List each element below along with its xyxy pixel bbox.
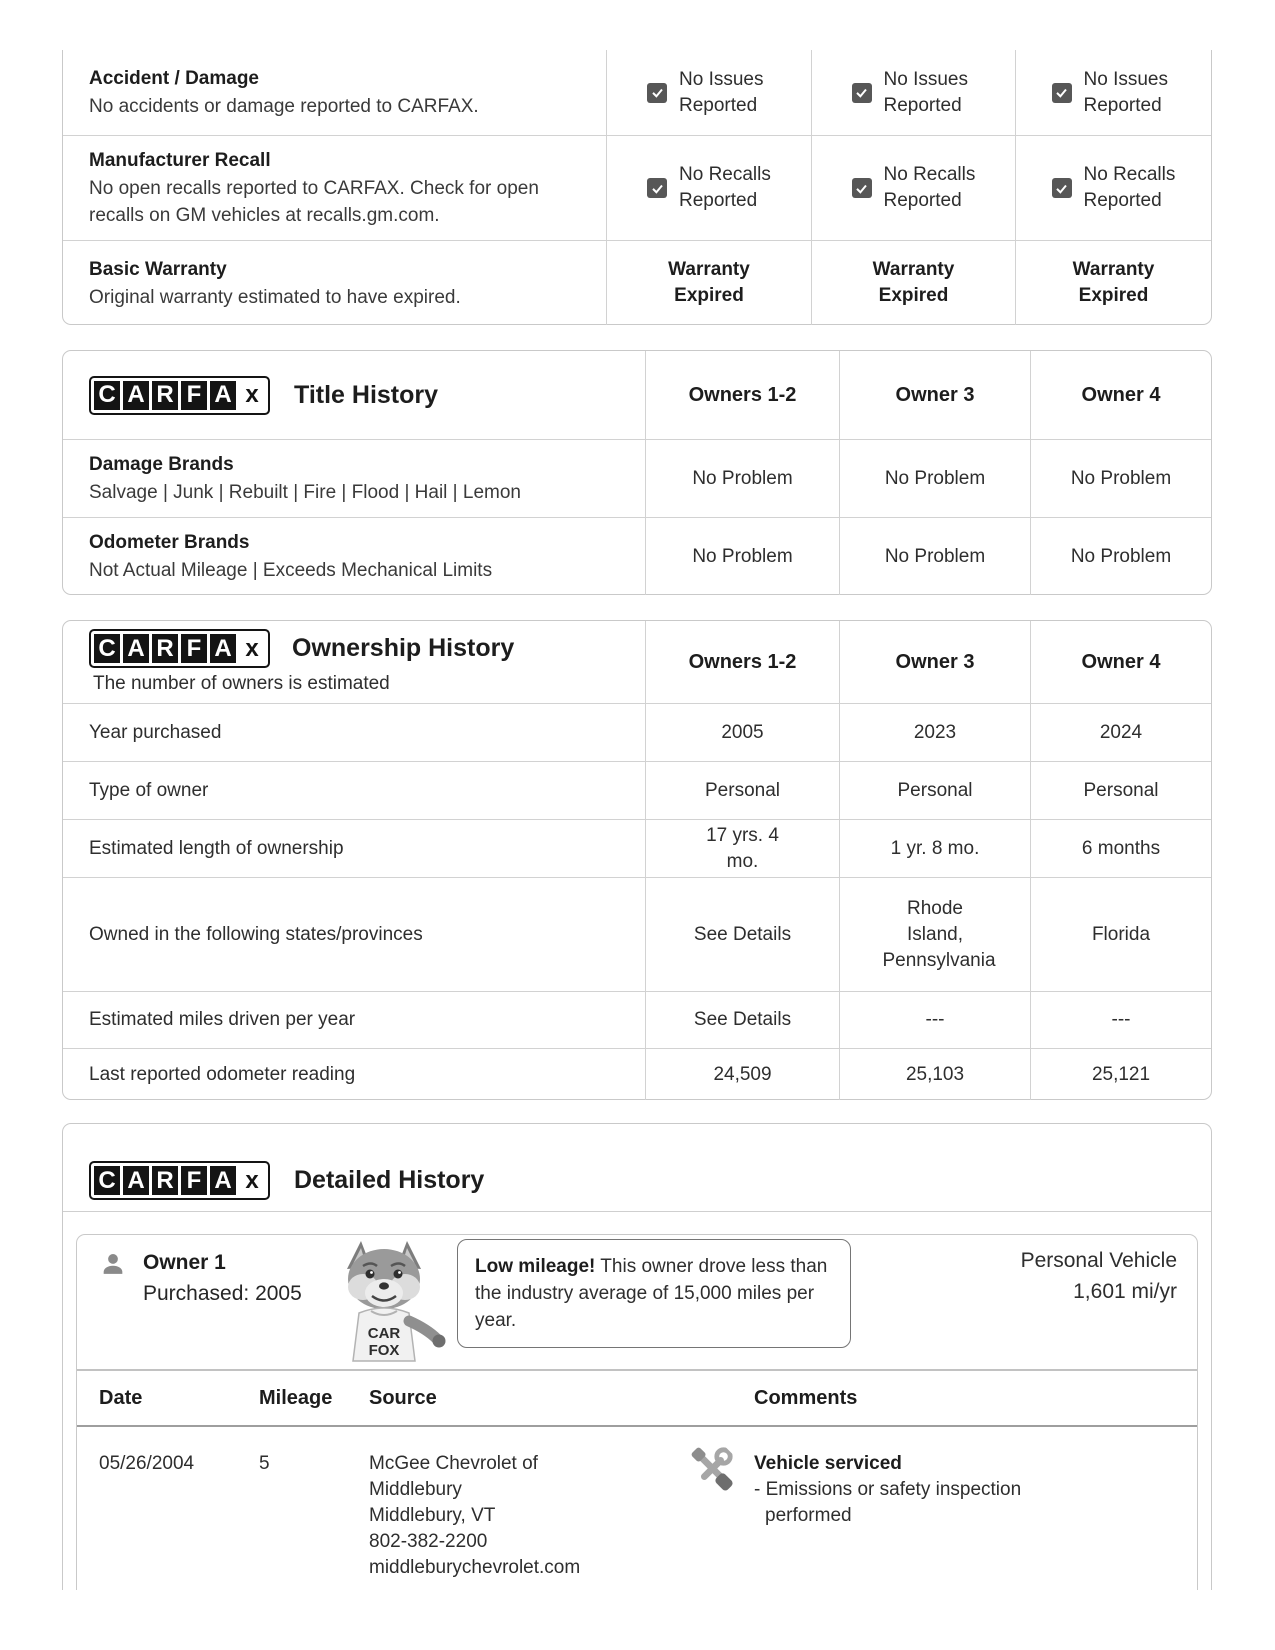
column-header-mileage: Mileage: [259, 1386, 333, 1409]
cell-value: 25,121: [1091, 1063, 1151, 1085]
svg-text:CAR: CAR: [367, 1325, 401, 1342]
column-header-comments: Comments: [754, 1386, 858, 1409]
cell-value: 2024: [1099, 721, 1143, 743]
checked-checkbox-icon: [852, 83, 872, 103]
divider: [63, 1211, 1211, 1212]
cell-value: 24,509: [713, 1063, 772, 1085]
title-history-section: [62, 350, 1212, 595]
logo-letter: x: [239, 381, 265, 410]
source-location: Middlebury, VT: [369, 1505, 496, 1526]
cell-value: No Problem: [884, 545, 986, 567]
cell-value: 25,103: [905, 1063, 965, 1085]
table-header-row: [63, 351, 1211, 439]
row-label: Type of owner: [89, 779, 209, 801]
cell-value: No Problem: [692, 545, 793, 567]
status-cell: [811, 136, 1015, 240]
event-date: 05/26/2004: [99, 1453, 195, 1474]
cell-value: 17 yrs. 4 mo.: [706, 824, 779, 872]
section-heading: Detailed History: [294, 1166, 485, 1194]
see-details-link[interactable]: See Details: [693, 1009, 792, 1030]
row-label: Last reported odometer reading: [89, 1063, 356, 1085]
status-text: Warranty Expired: [668, 259, 750, 306]
low-mileage-callout: [457, 1239, 851, 1348]
logo-letter: A: [123, 381, 149, 410]
status-cell: [1015, 241, 1211, 325]
ownership-history-section: [62, 620, 1212, 1100]
section-subtitle: The number of owners is estimated: [93, 673, 390, 694]
cell-value: 6 months: [1081, 837, 1161, 859]
table-row: [63, 135, 1211, 240]
owner-name: Owner 1: [143, 1251, 226, 1274]
callout-lead: Low mileage!: [475, 1256, 596, 1277]
cell-value: Rhode Island, Pennsylvania: [882, 897, 996, 971]
row-description: Not Actual Mileage | Exceeds Mechanical Limits: [89, 560, 493, 581]
row-title: Accident / Damage: [89, 68, 259, 89]
status-text: Warranty Expired: [1072, 259, 1155, 306]
status-cell: [811, 241, 1015, 325]
row-label: Owned in the following states/provinces: [89, 923, 423, 945]
cell-value: 1 yr. 8 mo.: [890, 837, 980, 859]
status-text: No Recalls Reported: [883, 164, 976, 211]
cell-value: 2023: [913, 721, 957, 743]
avg-miles-per-year: 1,601 mi/yr: [1073, 1280, 1177, 1303]
cell-value: No Problem: [692, 467, 793, 489]
cell-value: ---: [925, 1009, 945, 1030]
section-heading: Title History: [294, 380, 439, 409]
status-cell: [811, 50, 1015, 135]
status-cell: [606, 241, 811, 325]
checked-checkbox-icon: [1052, 83, 1072, 103]
carfax-logo: [89, 629, 270, 668]
status-cell: [606, 136, 811, 240]
logo-letter: x: [239, 634, 265, 663]
person-icon: [99, 1251, 127, 1285]
logo-letter: R: [152, 381, 178, 410]
row-title: Odometer Brands: [89, 532, 250, 553]
logo-letter: F: [181, 1166, 207, 1195]
cell-value: Personal: [897, 779, 973, 801]
table-row: [63, 819, 1211, 877]
table-row: [63, 703, 1211, 761]
row-label: Estimated length of ownership: [89, 837, 344, 859]
event-source: [369, 1451, 689, 1581]
cell-value: Personal: [1083, 779, 1159, 801]
cell-value: No Problem: [1070, 545, 1172, 567]
detailed-history-section: [62, 1123, 1212, 1590]
logo-letter: A: [210, 381, 236, 410]
row-title: Manufacturer Recall: [89, 150, 271, 171]
cell-value: No Problem: [884, 467, 986, 489]
row-title: Damage Brands: [89, 454, 234, 475]
status-text: No Issues Reported: [1083, 68, 1168, 116]
logo-letter: A: [123, 1166, 149, 1195]
logo-letter: x: [239, 1166, 265, 1195]
row-description: No accidents or damage reported to CARFAX.: [89, 96, 479, 117]
events-table-header: [77, 1369, 1197, 1427]
logo-letter: F: [181, 634, 207, 663]
checked-checkbox-icon: [647, 83, 667, 103]
logo-letter: A: [210, 634, 236, 663]
summary-table: [62, 50, 1212, 325]
logo-letter: C: [94, 1166, 120, 1195]
cell-value: Florida: [1091, 923, 1151, 945]
logo-letter: A: [123, 634, 149, 663]
logo-letter: F: [181, 381, 207, 410]
column-header-date: Date: [99, 1386, 143, 1409]
status-text: No Issues Reported: [883, 68, 968, 116]
row-description: Salvage | Junk | Rebuilt | Fire | Flood | Hail | Lemon: [89, 482, 521, 503]
carfax-logo: [89, 376, 270, 415]
table-row: [63, 761, 1211, 819]
source-website: middleburychevrolet.com: [369, 1557, 581, 1578]
comment-detail: - Emissions or safety inspection performed: [754, 1479, 1022, 1526]
source-name: McGee Chevrolet of Middlebury: [369, 1453, 538, 1500]
logo-letter: R: [152, 634, 178, 663]
checked-checkbox-icon: [852, 178, 872, 198]
see-details-link[interactable]: See Details: [693, 923, 792, 945]
column-header: Owner 4: [1081, 383, 1161, 406]
status-cell: [1015, 136, 1211, 240]
column-header: Owners 1-2: [688, 383, 797, 406]
event-mileage: 5: [259, 1453, 270, 1474]
row-description: Original warranty estimated to have expired.: [89, 286, 461, 308]
section-heading: Ownership History: [292, 634, 515, 662]
car-fox-mascot: [325, 1239, 447, 1375]
status-text: No Recalls Reported: [679, 164, 771, 211]
cell-value: No Problem: [1070, 467, 1172, 489]
owner-purchased: Purchased: 2005: [143, 1282, 302, 1305]
row-label: Estimated miles driven per year: [89, 1009, 356, 1030]
status-cell: [1015, 50, 1211, 135]
event-row: [77, 1427, 1197, 1581]
table-row: [63, 240, 1211, 325]
table-row: [63, 1048, 1211, 1100]
status-text: Warranty Expired: [872, 259, 955, 306]
column-header-source: Source: [369, 1386, 437, 1409]
cell-value: Personal: [705, 779, 780, 801]
logo-letter: C: [94, 381, 120, 410]
table-row: [63, 877, 1211, 991]
vehicle-type: Personal Vehicle: [1020, 1249, 1177, 1272]
carfax-logo: [89, 1161, 270, 1200]
column-header: Owner 3: [895, 650, 975, 673]
table-header-row: [63, 621, 1211, 703]
comment-title: Vehicle serviced: [754, 1453, 902, 1474]
status-cell: [606, 50, 811, 135]
checked-checkbox-icon: [1052, 178, 1072, 198]
callout-text: This owner drove less than the industry average of 15,000 miles per year.: [475, 1256, 828, 1331]
logo-letter: C: [94, 634, 120, 663]
service-tools-icon: [689, 1445, 754, 1581]
cell-value: ---: [1111, 1009, 1131, 1030]
column-header: Owner 3: [895, 383, 975, 406]
checked-checkbox-icon: [647, 178, 667, 198]
column-header: Owner 4: [1081, 650, 1161, 673]
row-description: No open recalls reported to CARFAX. Check for open recalls on GM vehicles at recalls.gm.com.: [89, 178, 539, 226]
cell-value: 2005: [721, 721, 764, 743]
row-label: Year purchased: [89, 721, 222, 743]
source-phone: 802-382-2200: [369, 1531, 488, 1552]
row-title: Basic Warranty: [89, 258, 227, 280]
column-header: Owners 1-2: [688, 650, 797, 673]
logo-letter: A: [210, 1166, 236, 1195]
owner-1-card: [76, 1234, 1198, 1590]
event-comments: [754, 1451, 1179, 1581]
status-text: No Recalls Reported: [1083, 164, 1176, 211]
status-text: No Issues Reported: [679, 68, 764, 116]
table-row: [63, 517, 1211, 595]
table-row: [63, 991, 1211, 1048]
svg-text:FOX: FOX: [368, 1342, 400, 1359]
logo-letter: R: [152, 1166, 178, 1195]
table-row: [63, 50, 1211, 135]
table-row: [63, 439, 1211, 517]
